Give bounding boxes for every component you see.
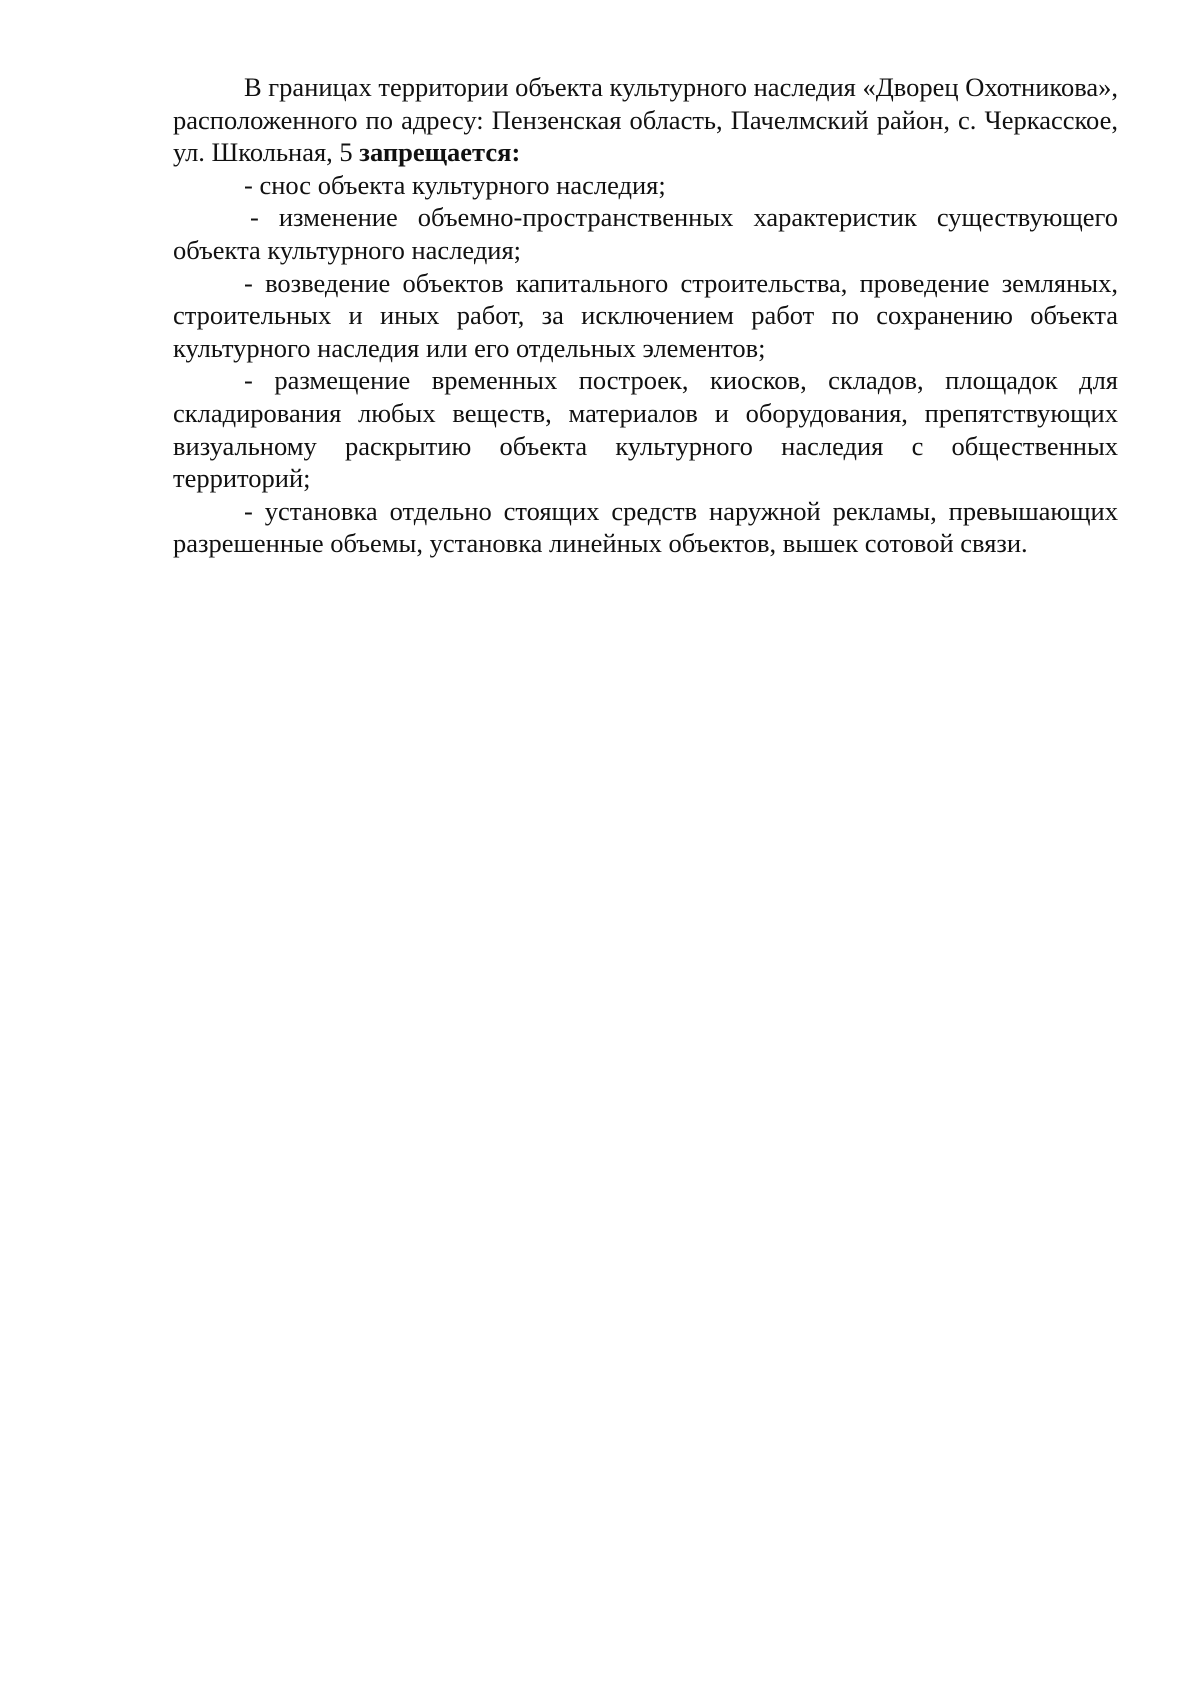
intro-emphasis: запрещается: (359, 137, 521, 168)
intro-text: В границах территории объекта культурного наследия «Дворец Охотникова», расположенного по адресу: Пензенская область, Пачелмский район, с. Черкасское, ул. Школьная, 5 (173, 72, 1118, 168)
restriction-item-construction: - возведение объектов капитального строительства, проведение земляных, строительных и иных работ, за исключением работ по сохранению объекта культурного наследия или его отдельных элементов; (173, 267, 1118, 363)
restriction-item-advertising: - установка отдельно стоящих средств наружной рекламы, превышающих разрешенные объемы, установка линейных объектов, вышек сотовой связи. (173, 495, 1118, 559)
restriction-item-temporary-buildings: - размещение временных построек, киосков, складов, площадок для складирования любых веществ, материалов и оборудования, препятствующих визуальному раскрытию объекта культурного наследия с общественных территорий; (173, 365, 1118, 494)
restriction-item-volume-change: - изменение объемно-пространственных характеристик существующего объекта культурного наследия; (173, 202, 1118, 265)
intro-paragraph (173, 71, 1118, 169)
document-body (173, 71, 1118, 560)
restriction-item-demolition: - снос объекта культурного наследия; (244, 169, 666, 200)
